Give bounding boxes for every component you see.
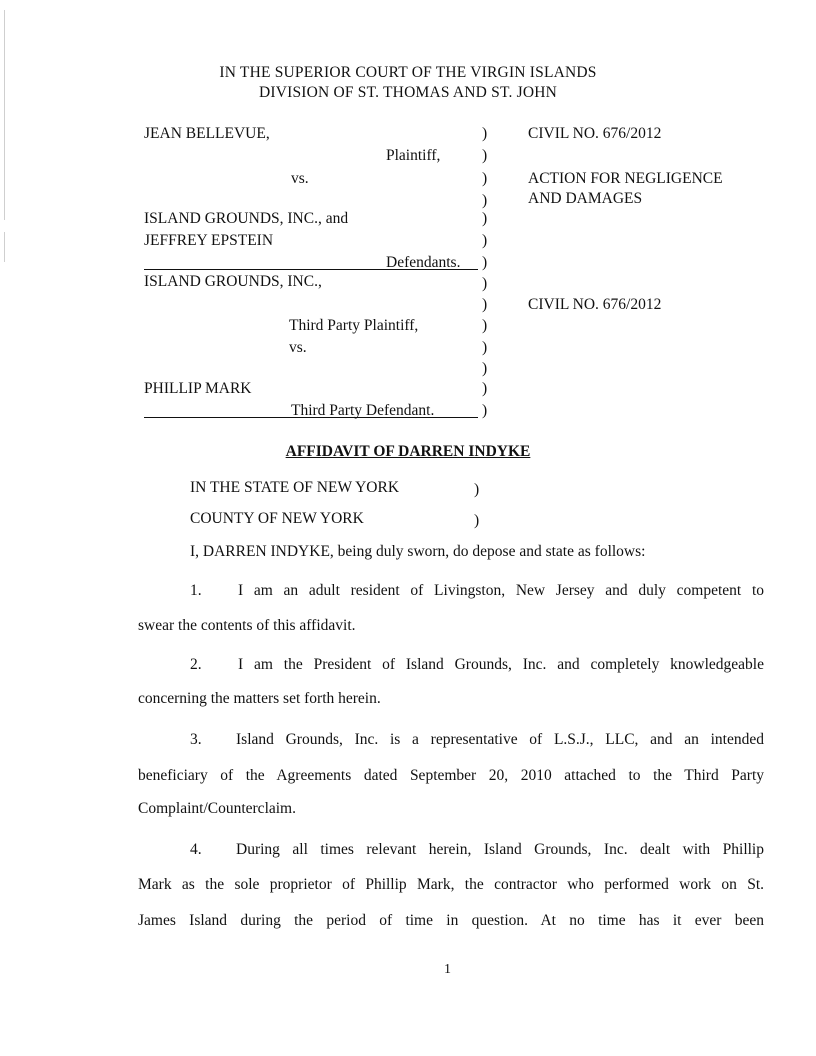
paragraph-line: swear the contents of this affidavit.	[138, 617, 356, 634]
third-party-defendant-label: Third Party Defendant.	[291, 402, 435, 419]
paragraph-first-line: During all times relevant herein, Island Grounds, Inc. dealt with Phillip	[236, 841, 764, 858]
affidavit-title-text: AFFIDAVIT OF DARREN INDYKE	[285, 443, 531, 460]
venue-state: IN THE STATE OF NEW YORK	[190, 479, 400, 496]
paragraph-first-line: I am the President of Island Grounds, Inc. and completely knowledgeable	[238, 656, 764, 673]
caption-paren: )	[482, 210, 488, 227]
court-heading-line1: IN THE SUPERIOR COURT OF THE VIRGIN ISLANDS	[219, 64, 597, 81]
affidavit-title	[0, 443, 816, 461]
caption-paren: )	[482, 339, 488, 356]
defendants-label: Defendants.	[386, 254, 461, 271]
versus-label: vs.	[291, 170, 309, 187]
venue-paren: )	[474, 481, 480, 498]
third-party-plaintiff-label: Third Party Plaintiff,	[289, 317, 419, 334]
paragraph-line: James Island during the period of time in question. At no time has it ever been	[138, 912, 764, 929]
paragraph-line: beneficiary of the Agreements dated September 20, 2010 attached to the Third Party	[138, 767, 764, 784]
paragraph-first-line: Island Grounds, Inc. is a representative of L.S.J., LLC, and an intended	[236, 731, 764, 748]
versus-label: vs.	[289, 339, 307, 356]
caption-paren: )	[482, 402, 488, 419]
scan-edge-mark	[4, 10, 5, 220]
plaintiff-name: JEAN BELLEVUE,	[144, 125, 270, 142]
intro-statement: I, DARREN INDYKE, being duly sworn, do depose and state as follows:	[190, 543, 646, 560]
caption-paren: )	[482, 232, 488, 249]
venue-paren: )	[474, 512, 480, 529]
venue-county: COUNTY OF NEW YORK	[190, 510, 364, 527]
court-heading-line2: DIVISION OF ST. THOMAS AND ST. JOHN	[258, 84, 558, 101]
scan-edge-mark	[4, 232, 5, 262]
caption-paren: )	[482, 254, 488, 271]
third-party-plaintiff-name: ISLAND GROUNDS, INC.,	[144, 273, 322, 290]
caption-paren: )	[482, 296, 488, 313]
paragraph-number: 2.	[190, 656, 202, 673]
civil-number: CIVIL NO. 676/2012	[528, 125, 662, 142]
paragraph-line: Mark as the sole proprietor of Phillip Mark, the contractor who performed work on St.	[138, 876, 764, 893]
caption-underline	[144, 269, 478, 270]
paragraph-number: 4.	[190, 841, 202, 858]
caption-paren: )	[482, 147, 488, 164]
paragraph-line: Complaint/Counterclaim.	[138, 800, 296, 817]
caption-paren: )	[482, 360, 488, 377]
paragraph-first-line: I am an adult resident of Livingston, New Jersey and duly competent to	[238, 582, 764, 599]
plaintiff-label: Plaintiff,	[386, 147, 441, 164]
caption-paren: )	[482, 317, 488, 334]
third-party-defendant-name: PHILLIP MARK	[144, 380, 252, 397]
action-title-line2: AND DAMAGES	[528, 190, 643, 207]
action-title-line1: ACTION FOR NEGLIGENCE	[528, 170, 723, 187]
civil-number: CIVIL NO. 676/2012	[528, 296, 662, 313]
caption-paren: )	[482, 380, 488, 397]
caption-paren: )	[482, 170, 488, 187]
defendant-name-line1: ISLAND GROUNDS, INC., and	[144, 210, 349, 227]
page-number: 1	[444, 962, 451, 977]
caption-paren: )	[482, 125, 488, 142]
paragraph-line: concerning the matters set forth herein.	[138, 690, 381, 707]
paragraph-number: 1.	[190, 582, 202, 599]
caption-paren: )	[482, 275, 488, 292]
caption-underline	[144, 417, 478, 418]
paragraph-number: 3.	[190, 731, 202, 748]
caption-paren: )	[482, 192, 488, 209]
defendant-name-line2: JEFFREY EPSTEIN	[144, 232, 274, 249]
